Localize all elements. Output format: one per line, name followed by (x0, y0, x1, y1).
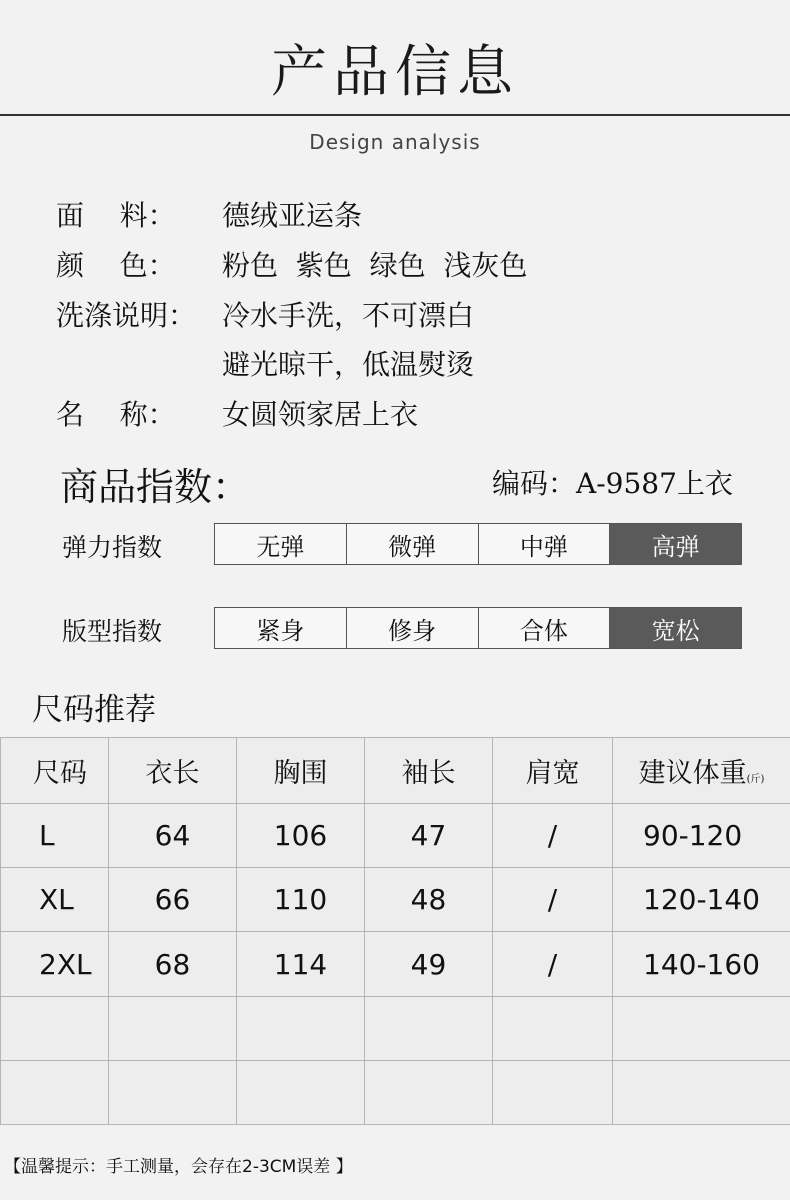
info-label-name: 名 称： (56, 398, 176, 431)
column-header: 衣长 (109, 738, 237, 804)
table-cell: 110 (237, 868, 365, 932)
table-cell: 2XL (1, 932, 109, 996)
index-heading: 商品指数： (60, 465, 251, 509)
fit-option: 合体 (479, 608, 611, 648)
page-title: 产品信息 (271, 40, 519, 105)
table-cell (613, 996, 790, 1060)
table-cell: 66 (109, 868, 237, 932)
table-cell (613, 1060, 790, 1124)
title-divider (0, 114, 790, 116)
info-value-care: 冷水手洗，不可漂白 (222, 299, 475, 332)
elasticity-option: 无弹 (215, 524, 347, 564)
table-row-empty (1, 996, 790, 1060)
table-cell (109, 1060, 237, 1124)
info-value-color: 粉色 紫色 绿色 浅灰色 (222, 249, 528, 282)
table-cell: 68 (109, 932, 237, 996)
table-cell (237, 996, 365, 1060)
fit-option: 修身 (347, 608, 479, 648)
table-cell (365, 996, 493, 1060)
elasticity-label: 弹力指数 (62, 533, 163, 562)
table-cell: / (493, 804, 613, 868)
fit-scale (214, 607, 742, 649)
info-label-care: 洗涤说明： (56, 299, 197, 332)
elasticity-scale (214, 523, 742, 565)
table-cell: 90-120 (613, 804, 790, 868)
table-cell: / (493, 868, 613, 932)
column-header: 袖长 (365, 738, 493, 804)
table-row-empty (1, 1060, 790, 1124)
table-cell: L (1, 804, 109, 868)
info-value-care-2: 避光晾干，低温熨烫 (222, 348, 475, 381)
weight-header-text: 建议体重 (638, 758, 747, 790)
table-cell (493, 1060, 613, 1124)
table-cell (237, 1060, 365, 1124)
table-cell (1, 1060, 109, 1124)
column-header-weight (613, 738, 790, 804)
size-heading: 尺码推荐 (32, 692, 156, 728)
table-cell: 106 (237, 804, 365, 868)
table-cell: 47 (365, 804, 493, 868)
info-label-color: 颜 色： (56, 249, 176, 282)
table-cell: XL (1, 868, 109, 932)
table-cell: 140-160 (613, 932, 790, 996)
table-cell: 49 (365, 932, 493, 996)
column-header: 尺码 (1, 738, 109, 804)
table-cell: 120-140 (613, 868, 790, 932)
fit-option: 紧身 (215, 608, 347, 648)
table-header-row (1, 738, 790, 804)
table-cell (1, 996, 109, 1060)
elasticity-option: 高弹 (610, 524, 741, 564)
column-header: 胸围 (237, 738, 365, 804)
table-cell (109, 996, 237, 1060)
table-row (1, 932, 790, 996)
table-cell: / (493, 932, 613, 996)
product-code: 编码：A-9587上衣 (492, 467, 733, 500)
fit-option: 宽松 (610, 608, 741, 648)
elasticity-option: 微弹 (347, 524, 479, 564)
table-cell: 48 (365, 868, 493, 932)
table-cell (365, 1060, 493, 1124)
info-value-name: 女圆领家居上衣 (222, 398, 419, 431)
info-value-fabric: 德绒亚运条 (222, 199, 363, 232)
fit-label: 版型指数 (62, 617, 163, 646)
table-cell: 114 (237, 932, 365, 996)
size-table (0, 737, 790, 1125)
weight-unit: (斤) (746, 774, 765, 786)
info-label-fabric: 面 料： (56, 199, 176, 232)
table-row (1, 804, 790, 868)
measurement-note: 【温馨提示：手工测量，会存在2-3CM误差 】 (4, 1157, 353, 1177)
table-cell: 64 (109, 804, 237, 868)
table-row (1, 868, 790, 932)
column-header: 肩宽 (493, 738, 613, 804)
table-cell (493, 996, 613, 1060)
page-subtitle: Design analysis (309, 130, 481, 154)
elasticity-option: 中弹 (479, 524, 611, 564)
